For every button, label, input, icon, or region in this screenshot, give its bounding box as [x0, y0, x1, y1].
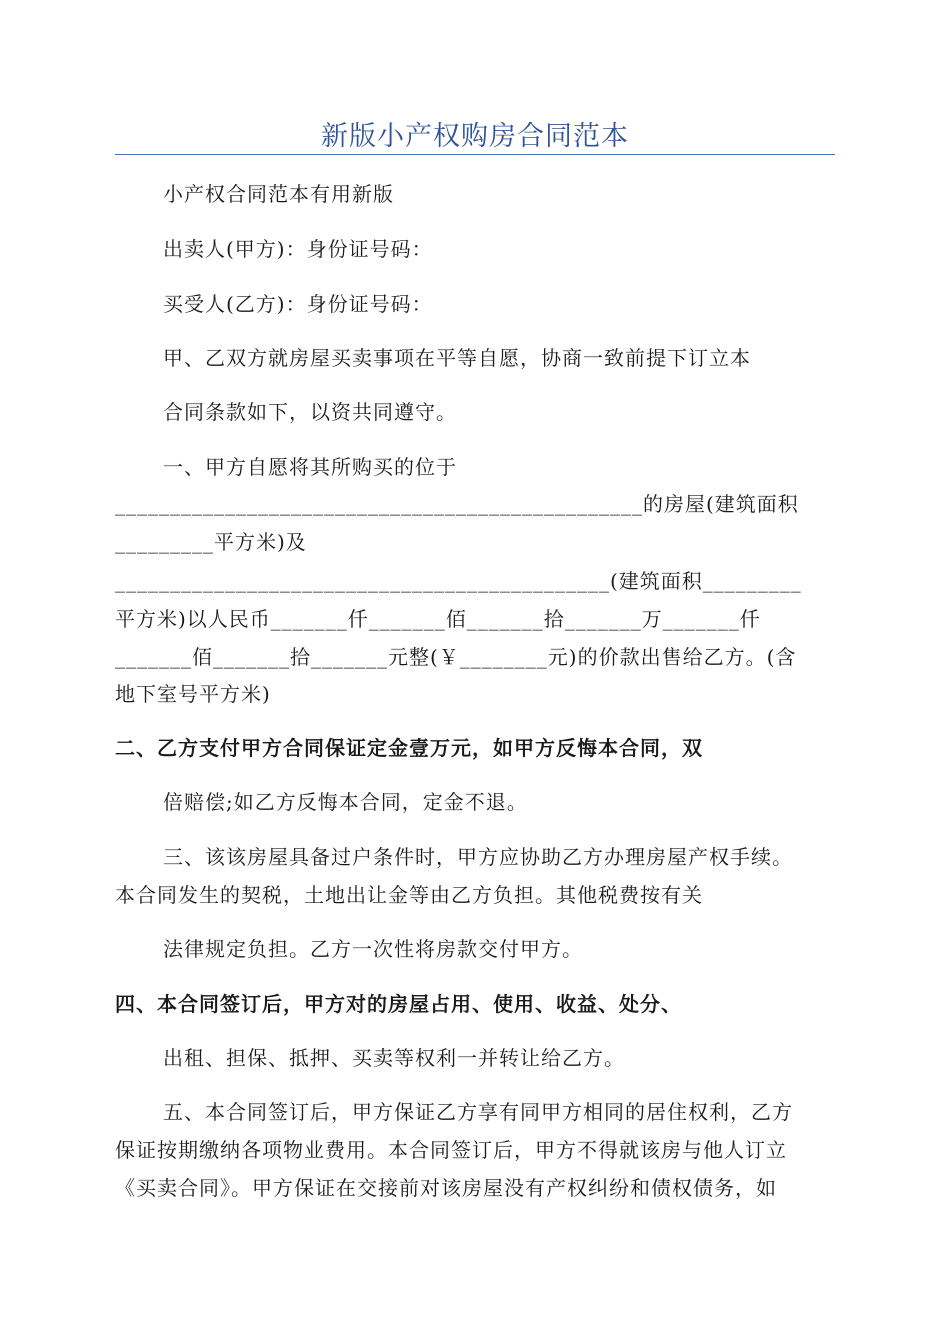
preamble-line-2: 合同条款如下，以资共同遵守。 [163, 400, 457, 424]
clause-4-line-2: 出租、担保、抵押、买卖等权利一并转让给乙方。 [163, 1046, 625, 1070]
clause-2-heading: 二、乙方支付甲方合同保证定金壹万元，如甲方反悔本合同，双 [115, 736, 703, 760]
buyer-line: 买受人(乙方)：身份证号码： [163, 292, 433, 316]
document-title: 新版小产权购房合同范本 [321, 121, 629, 152]
clause-5-line-2: 保证按期缴纳各项物业费用。本合同签订后，甲方不得就该房与他人订立 [115, 1138, 787, 1162]
clause-3-line-3: 法律规定负担。乙方一次性将房款交付甲方。 [163, 937, 583, 961]
clause-1-line-3: _________平方米)及 [115, 530, 307, 554]
clause-1-line-6: _______佰_______拾_______元整(￥________元)的价款出售给乙方。(含 [115, 645, 797, 669]
clause-1-line-1: 一、甲方自愿将其所购买的位于 [163, 455, 457, 479]
clause-2-line-2: 倍赔偿;如乙方反悔本合同，定金不退。 [163, 790, 528, 814]
clause-3-line-1: 三、该该房屋具备过户条件时，甲方应协助乙方办理房屋产权手续。 [163, 845, 793, 869]
clause-5-line-3: 《买卖合同》。甲方保证在交接前对该房屋没有产权纠纷和债权债务，如 [115, 1176, 777, 1200]
title-underline [115, 154, 835, 155]
clause-1-line-4: _____________________________________________(建筑面积_________ [115, 569, 802, 593]
clause-1-line-2: ________________________________________________的房屋(建筑面积 [115, 492, 799, 516]
clause-1-line-5: 平方米)以人民币_______仟_______佰_______拾_______万_______仟 [115, 607, 761, 631]
clause-4-heading: 四、本合同签订后，甲方对的房屋占用、使用、收益、处分、 [115, 992, 682, 1016]
clause-1-line-7: 地下室号平方米) [115, 682, 271, 706]
seller-line: 出卖人(甲方)：身份证号码： [163, 237, 433, 261]
clause-3-line-2: 本合同发生的契税，土地出让金等由乙方负担。其他税费按有关 [115, 883, 703, 907]
subtitle-line: 小产权合同范本有用新版 [163, 182, 394, 206]
preamble-line-1: 甲、乙双方就房屋买卖事项在平等自愿，协商一致前提下订立本 [163, 346, 751, 370]
clause-5-line-1: 五、本合同签订后，甲方保证乙方享有同甲方相同的居住权利，乙方 [163, 1100, 793, 1124]
